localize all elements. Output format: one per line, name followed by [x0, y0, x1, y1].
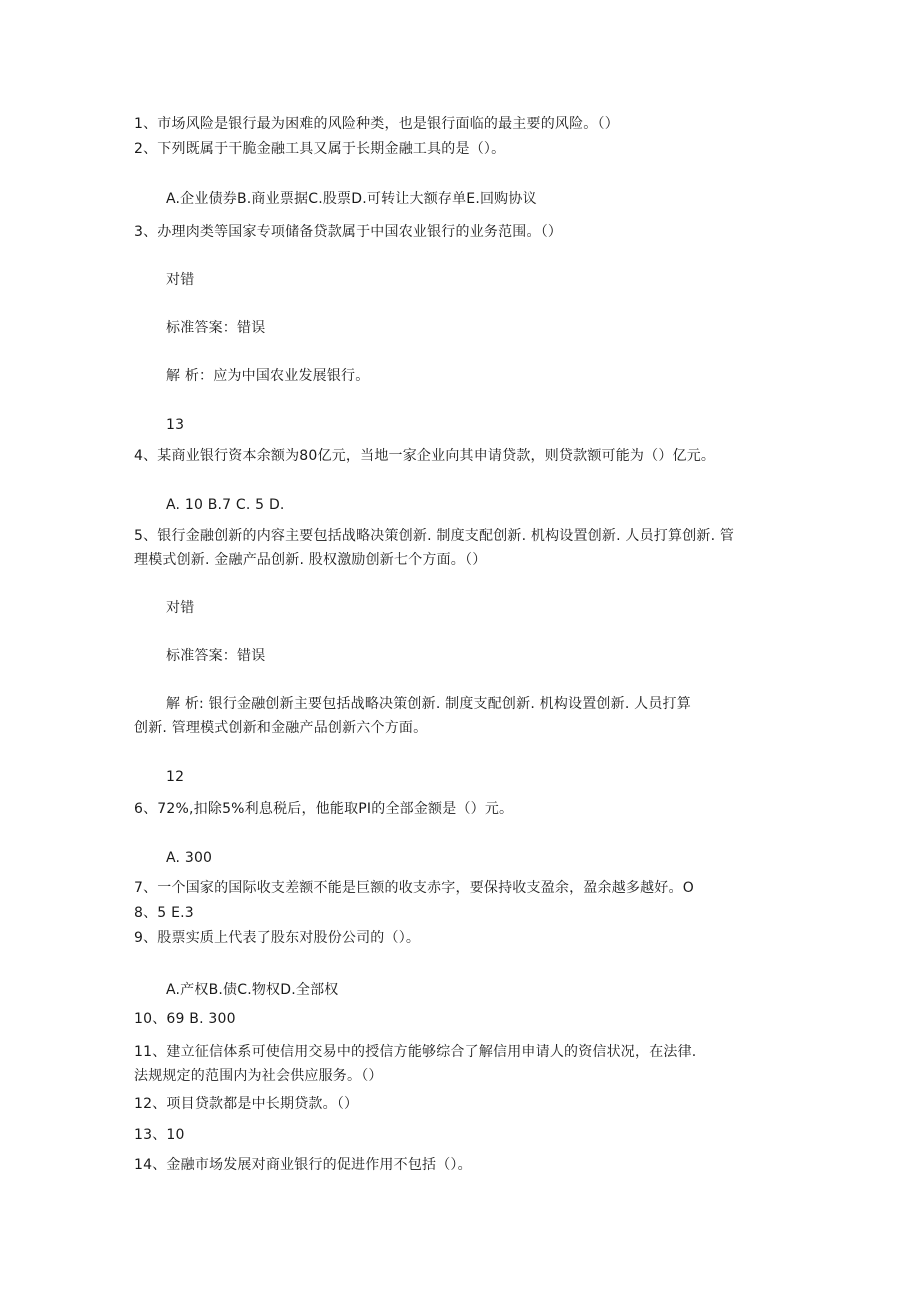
question-12: 12、项目贷款都是中长期贷款。（） — [134, 1096, 359, 1112]
question-9: 9、股票实质上代表了股东对股份公司的（）。 — [134, 930, 421, 946]
question-11: 11、建立征信体系可使信用交易中的授信方能够综合了解信用申请人的资信状况，在法律. — [134, 1044, 697, 1060]
question-10: 10、69 B. 300 — [134, 1011, 236, 1027]
question-4: 4、某商业银行资本余额为80亿元，当地一家企业向其申请贷款，则贷款额可能为（）亿元。 — [134, 448, 716, 464]
question-5-explanation: 解 析: 银行金融创新主要包括战略决策创新. 制度支配创新. 机构设置创新. 人员打算 — [166, 696, 691, 712]
question-3-number: 13 — [166, 417, 185, 433]
question-4-options: A. 10 B.7 C. 5 D. — [166, 497, 285, 513]
question-2: 2、下列既属于干脆金融工具又属于长期金融工具的是（）。 — [134, 141, 506, 157]
question-7: 7、一个国家的国际收支差额不能是巨额的收支赤字，要保持收支盈余，盈余越多越好。O — [134, 880, 694, 896]
question-1: 1、市场风险是银行最为困难的风险种类，也是银行面临的最主要的风险。（） — [134, 116, 619, 132]
question-3: 3、办理肉类等国家专项储备贷款属于中国农业银行的业务范围。（） — [134, 224, 563, 240]
question-3-explanation: 解 析：应为中国农业发展银行。 — [166, 368, 370, 384]
question-11-cont: 法规规定的范围内为社会供应服务。（） — [134, 1068, 383, 1084]
question-5-number: 12 — [166, 769, 185, 785]
question-5-choices: 对错 — [166, 600, 195, 616]
question-5-cont: 理模式创新. 金融产品创新. 股权激励创新七个方面。（） — [134, 552, 487, 568]
question-5: 5、银行金融创新的内容主要包括战略决策创新. 制度支配创新. 机构设置创新. 人员打算创新. 管 — [134, 528, 735, 544]
question-5-answer: 标准答案：错误 — [166, 648, 266, 664]
question-3-answer: 标准答案：错误 — [166, 320, 266, 336]
question-2-options: A.企业债券B.商业票据C.股票D.可转让大额存单E.回购协议 — [166, 191, 537, 207]
question-13: 13、10 — [134, 1127, 185, 1143]
question-5-explanation-cont: 创新. 管理模式创新和金融产品创新六个方面。 — [134, 720, 428, 736]
question-9-options: A.产权B.债C.物权D.全部权 — [166, 982, 339, 998]
question-3-choices: 对错 — [166, 272, 195, 288]
question-14: 14、金融市场发展对商业银行的促进作用不包括（）。 — [134, 1157, 472, 1173]
question-6: 6、72%,扣除5%利息税后，他能取PI的全部金额是（）元。 — [134, 801, 514, 817]
question-8: 8、5 E.3 — [134, 905, 194, 921]
question-6-options: A. 300 — [166, 850, 213, 866]
